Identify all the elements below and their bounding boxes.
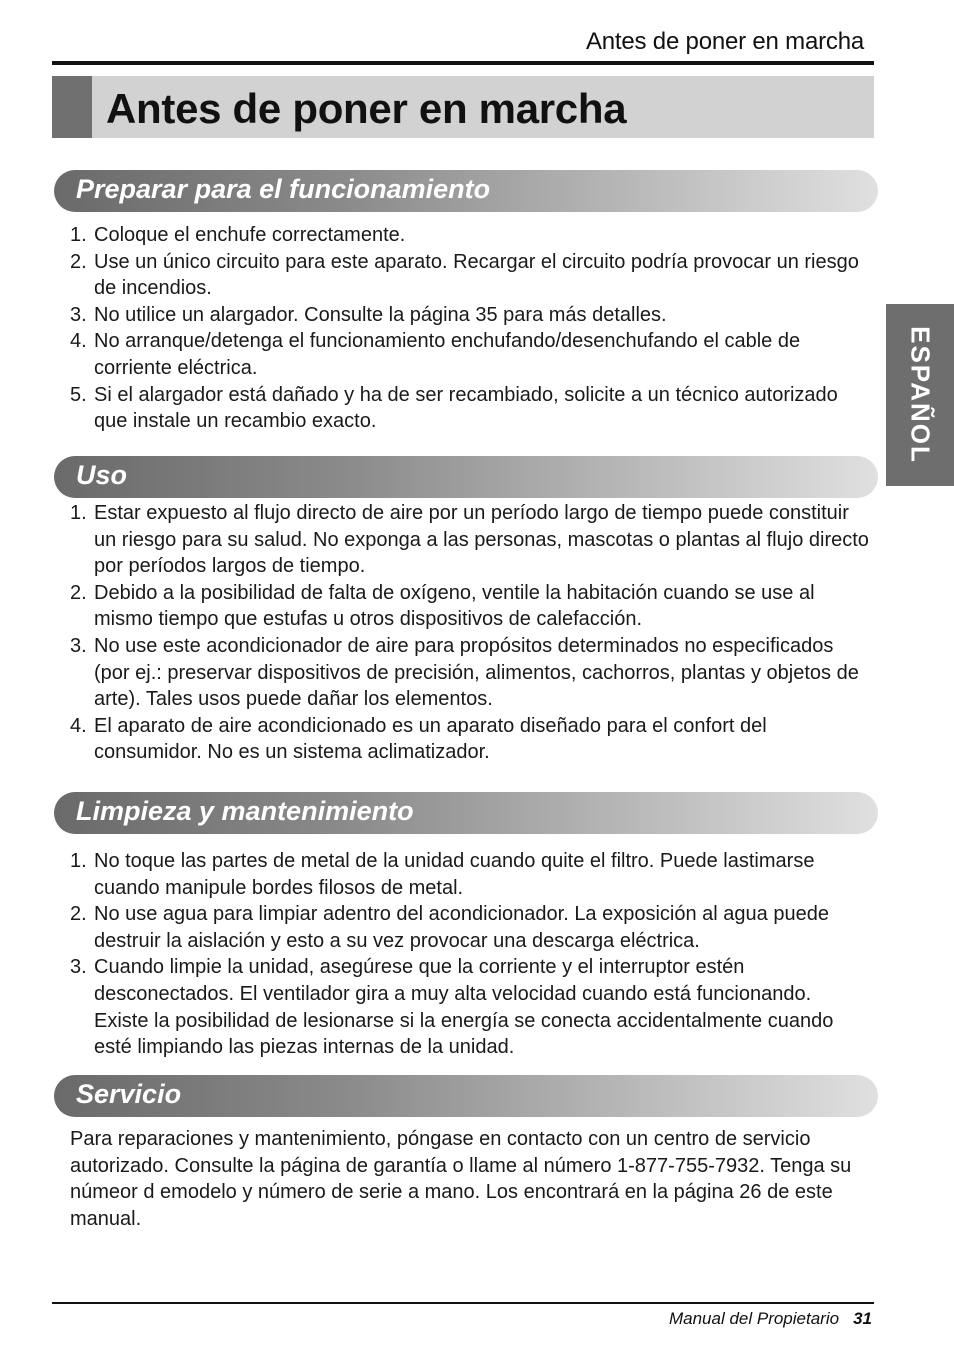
section-heading-preparar (54, 170, 878, 212)
list-item (70, 500, 870, 580)
title-bar (52, 76, 874, 138)
list-item (70, 954, 870, 1060)
list-item-number: 4. (70, 714, 87, 737)
footer (52, 1309, 872, 1329)
list-item-number: 1. (70, 850, 87, 872)
list-uso (70, 500, 870, 766)
list-item-text: Estar expuesto al flujo directo de aire por un período largo de tiempo puede constituir un riesgo para su salud. No exponga a las personas, mascotas o plantas al flujo directo por períodos largos de tiempo. (94, 502, 869, 578)
list-item (70, 848, 870, 901)
list-item-text: Use un único circuito para este aparato. Recargar el circuito podría provocar un riesgo de incendios. (94, 250, 859, 300)
list-item (70, 302, 870, 329)
list-item-number: 2. (70, 250, 87, 273)
list-item-number: 4. (70, 330, 87, 353)
list-item-text: Si el alargador está dañado y ha de ser recambiado, solicite a un técnico autorizado que instale un recambio exacto. (94, 383, 838, 433)
list-item-number: 2. (70, 903, 87, 926)
list-item (70, 222, 870, 249)
section-heading-label: Preparar para el funcionamiento (76, 174, 491, 204)
servicio-paragraph: Para reparaciones y mantenimiento, póngase en contacto con un centro de servicio autorizado. Consulte la página de garantía o llame al número 1-877-755-7932. Tenga su númeor d emodelo y número de serie a mano. Los encontrará en la página 26 de este manual. (70, 1128, 852, 1230)
list-item-number: 3. (70, 634, 87, 657)
list-item-text: No use agua para limpiar adentro del acondicionador. La exposición al agua puede destruir la aislación y esto a su vez provocar una descarga eléctrica. (94, 903, 829, 952)
list-item-text: No arranque/detenga el funcionamiento enchufando/desenchufando el cable de corriente eléctrica. (94, 330, 801, 379)
list-item (70, 633, 870, 713)
title-accent-block (52, 76, 92, 138)
list-item-number: 1. (70, 502, 87, 524)
page-title: Antes de poner en marcha (106, 85, 627, 132)
section-heading-limpieza (54, 792, 878, 834)
list-item-number: 1. (70, 224, 87, 246)
header-rule (52, 61, 874, 65)
list-item (70, 249, 870, 302)
language-side-tab-label: ESPAÑOL (905, 326, 936, 464)
page-number: 31 (853, 1309, 872, 1328)
language-side-tab (886, 304, 954, 486)
list-item (70, 382, 870, 435)
list-item-number: 2. (70, 581, 87, 604)
list-item-text: Debido a la posibilidad de falta de oxígeno, ventile la habitación cuando se use al mismo tiempo que estufas u otros dispositivos de calefacción. (94, 581, 815, 631)
list-item-text: Coloque el enchufe correctamente. (94, 224, 406, 246)
list-item-text: Cuando limpie la unidad, asegúrese que la corriente y el interruptor estén desconectados. El ventilador gira a muy alta velocidad cuando está funcionando. Existe la posibilidad de lesionarse si la energía se conecta accidentalmente cuando esté limpiando las piezas internas de la unidad. (94, 956, 834, 1059)
section-heading-uso (54, 456, 878, 498)
list-item-text: No utilice un alargador. Consulte la página 35 para más detalles. (94, 303, 667, 326)
footer-rule (52, 1302, 874, 1304)
list-item-number: 3. (70, 956, 87, 979)
footer-manual-label: Manual del Propietario (668, 1309, 840, 1328)
list-item (70, 580, 870, 633)
list-item-text: No toque las partes de metal de la unidad cuando quite el filtro. Puede lastimarse cuando manipule bordes filosos de metal. (94, 850, 815, 899)
list-limpieza (70, 848, 870, 1061)
list-item-number: 5. (70, 383, 87, 406)
section-heading-label: Servicio (76, 1079, 182, 1109)
running-header: Antes de poner en marcha (585, 28, 864, 55)
section-heading-label: Limpieza y mantenimiento (76, 796, 414, 826)
list-preparar (70, 222, 870, 435)
list-item-text: El aparato de aire acondicionado es un aparato diseñado para el confort del consumidor. No es un sistema aclimatizador. (94, 714, 767, 764)
list-item (70, 713, 870, 766)
list-item (70, 328, 870, 381)
list-item-number: 3. (70, 303, 87, 326)
list-item (70, 901, 870, 954)
section-heading-label: Uso (76, 460, 128, 490)
section-heading-servicio (54, 1075, 878, 1117)
list-item-text: No use este acondicionador de aire para propósitos determinados no especificados (por ej.: preservar dispositivos de precisión, alimentos, cachorros, plantas y objetos de arte). Tales usos puede dañar los elementos. (94, 634, 859, 711)
